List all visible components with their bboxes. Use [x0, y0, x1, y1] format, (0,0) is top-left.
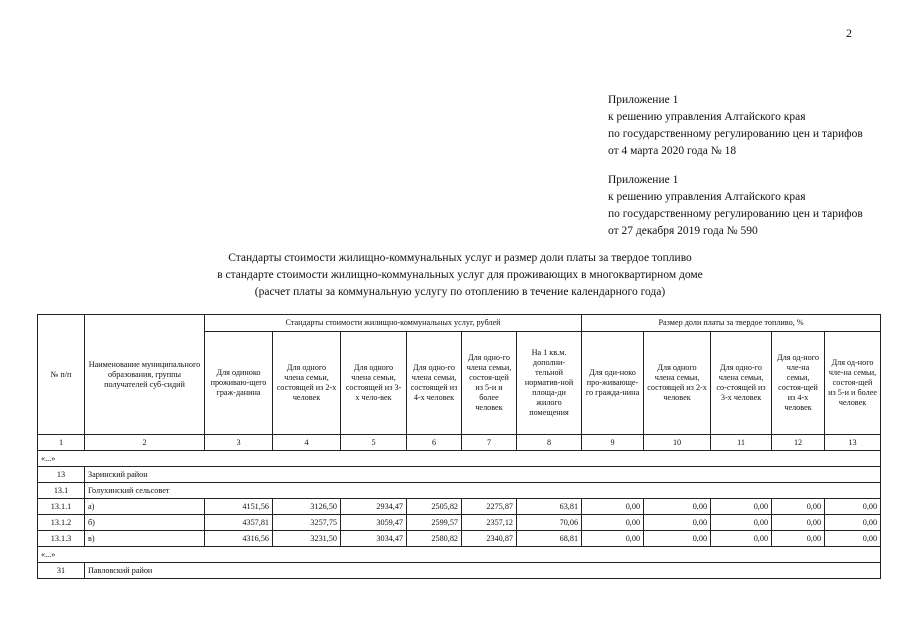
- title-line: Стандарты стоимости жилищно-коммунальных услуг и размер доли платы за твердое топливо: [228, 252, 692, 264]
- page-number: 2: [846, 26, 852, 40]
- column-number: 1: [38, 435, 85, 451]
- header-col-11: Для одно-го члена семьи, со-стоящей из 3-х человек: [711, 332, 772, 435]
- column-number: 8: [517, 435, 582, 451]
- cell-value: 0,00: [644, 531, 711, 547]
- cell-value: 63,81: [517, 499, 582, 515]
- cell-value: 0,00: [711, 531, 772, 547]
- table-row: [38, 531, 881, 547]
- row-number: 31: [38, 563, 85, 579]
- table-row-settlement: [38, 483, 881, 499]
- cell-value: 2505,82: [407, 499, 462, 515]
- cell-value: 3257,75: [273, 515, 341, 531]
- appendix-line: к решению управления Алтайского края: [608, 191, 806, 203]
- appendix-line: Приложение 1: [608, 174, 679, 186]
- ellipsis-row: [38, 547, 881, 563]
- column-number: 6: [407, 435, 462, 451]
- row-number: 13: [38, 467, 85, 483]
- appendix-line: по государственному регулированию цен и тарифов: [608, 208, 863, 220]
- column-number: 13: [825, 435, 881, 451]
- cell-value: 4357,81: [205, 515, 273, 531]
- header-group-standards: Стандарты стоимости жилищно-коммунальных услуг, рублей: [205, 315, 582, 332]
- cell-value: 4316,56: [205, 531, 273, 547]
- header-col-13: Для од-ного чле-на семьи, состоя-щей из 5-и и более человек: [825, 332, 881, 435]
- ellipsis-row: [38, 451, 881, 467]
- cell-value: 0,00: [825, 499, 881, 515]
- header-col-6: Для одно-го члена семьи, состоящей из 4-х человек: [407, 332, 462, 435]
- header-col-5: Для одного члена семьи, состоящей из 3-х чело-век: [341, 332, 407, 435]
- column-number: 7: [462, 435, 517, 451]
- cell-value: 2357,12: [462, 515, 517, 531]
- column-number: 9: [582, 435, 644, 451]
- header-name: Наименование муниципального образования, группы получателей суб-сидий: [85, 315, 205, 435]
- row-number: 13.1.2: [38, 515, 85, 531]
- appendix-line: по государственному регулированию цен и тарифов: [608, 128, 863, 140]
- row-name: Голухинский сельсовет: [85, 483, 881, 499]
- header-row-group: [38, 315, 881, 332]
- cell-value: 0,00: [582, 531, 644, 547]
- row-name: в): [85, 531, 205, 547]
- table-row: [38, 515, 881, 531]
- cell-value: 2340,87: [462, 531, 517, 547]
- row-name: б): [85, 515, 205, 531]
- cell-value: 3126,50: [273, 499, 341, 515]
- cell-value: 0,00: [644, 515, 711, 531]
- row-number: 13.1.1: [38, 499, 85, 515]
- cell-value: 3034,47: [341, 531, 407, 547]
- column-number: 5: [341, 435, 407, 451]
- cell-value: 0,00: [582, 515, 644, 531]
- header-group-fuel-share: Размер доли платы за твердое топливо, %: [582, 315, 881, 332]
- row-name: Заринский район: [85, 467, 881, 483]
- cell-value: 0,00: [582, 499, 644, 515]
- cell-value: 0,00: [772, 499, 825, 515]
- header-num: № п/п: [38, 315, 85, 435]
- cell-value: 4151,56: [205, 499, 273, 515]
- column-number: 4: [273, 435, 341, 451]
- appendix-line: от 27 декабря 2019 года № 590: [608, 225, 758, 237]
- appendix-block-previous: [608, 172, 863, 240]
- header-col-12: Для од-ного чле-на семьи, состоя-щей из 4-х человек: [772, 332, 825, 435]
- ellipsis: «...»: [38, 547, 881, 563]
- table-row-district: [38, 467, 881, 483]
- column-number: 11: [711, 435, 772, 451]
- column-number: 2: [85, 435, 205, 451]
- standards-table: [37, 314, 881, 579]
- header-col-10: Для одного члена семьи, состоящей из 2-х человек: [644, 332, 711, 435]
- header-col-7: Для одно-го члена семьи, состоя-щей из 5-и и более человек: [462, 332, 517, 435]
- cell-value: 0,00: [711, 515, 772, 531]
- document-title: [150, 250, 770, 301]
- cell-value: 3231,50: [273, 531, 341, 547]
- cell-value: 68,81: [517, 531, 582, 547]
- cell-value: 0,00: [711, 499, 772, 515]
- cell-value: 0,00: [644, 499, 711, 515]
- row-number: 13.1: [38, 483, 85, 499]
- cell-value: 2934,47: [341, 499, 407, 515]
- column-number: 10: [644, 435, 711, 451]
- cell-value: 3059,47: [341, 515, 407, 531]
- cell-value: 2275,87: [462, 499, 517, 515]
- header-col-3: Для одиноко проживаю-щего граж-данина: [205, 332, 273, 435]
- cell-value: 2580,82: [407, 531, 462, 547]
- title-line: в стандарте стоимости жилищно-коммунальных услуг для проживающих в многоквартирном доме: [217, 269, 703, 281]
- ellipsis: «...»: [38, 451, 881, 467]
- appendix-line: от 4 марта 2020 года № 18: [608, 145, 737, 157]
- header-col-4: Для одного члена семьи, состоящей из 2-х человек: [273, 332, 341, 435]
- header-col-8: На 1 кв.м. дополни-тельной норматив-ной площа-ди жилого помещения: [517, 332, 582, 435]
- title-line: (расчет платы за коммунальную услугу по отоплению в течение календарного года): [254, 286, 666, 298]
- row-number: 13.1.3: [38, 531, 85, 547]
- cell-value: 0,00: [825, 515, 881, 531]
- cell-value: 0,00: [772, 531, 825, 547]
- column-number: 3: [205, 435, 273, 451]
- column-numbers-row: [38, 435, 881, 451]
- table-row: [38, 499, 881, 515]
- appendix-line: к решению управления Алтайского края: [608, 111, 806, 123]
- appendix-block-current: [608, 92, 863, 160]
- column-number: 12: [772, 435, 825, 451]
- cell-value: 70,06: [517, 515, 582, 531]
- header-col-9: Для оди-ноко про-живающе-го гражда-нина: [582, 332, 644, 435]
- cell-value: 2599,57: [407, 515, 462, 531]
- cell-value: 0,00: [825, 531, 881, 547]
- cell-value: 0,00: [772, 515, 825, 531]
- row-name: Павловский район: [85, 563, 881, 579]
- table-row-district: [38, 563, 881, 579]
- row-name: а): [85, 499, 205, 515]
- appendix-line: Приложение 1: [608, 94, 679, 106]
